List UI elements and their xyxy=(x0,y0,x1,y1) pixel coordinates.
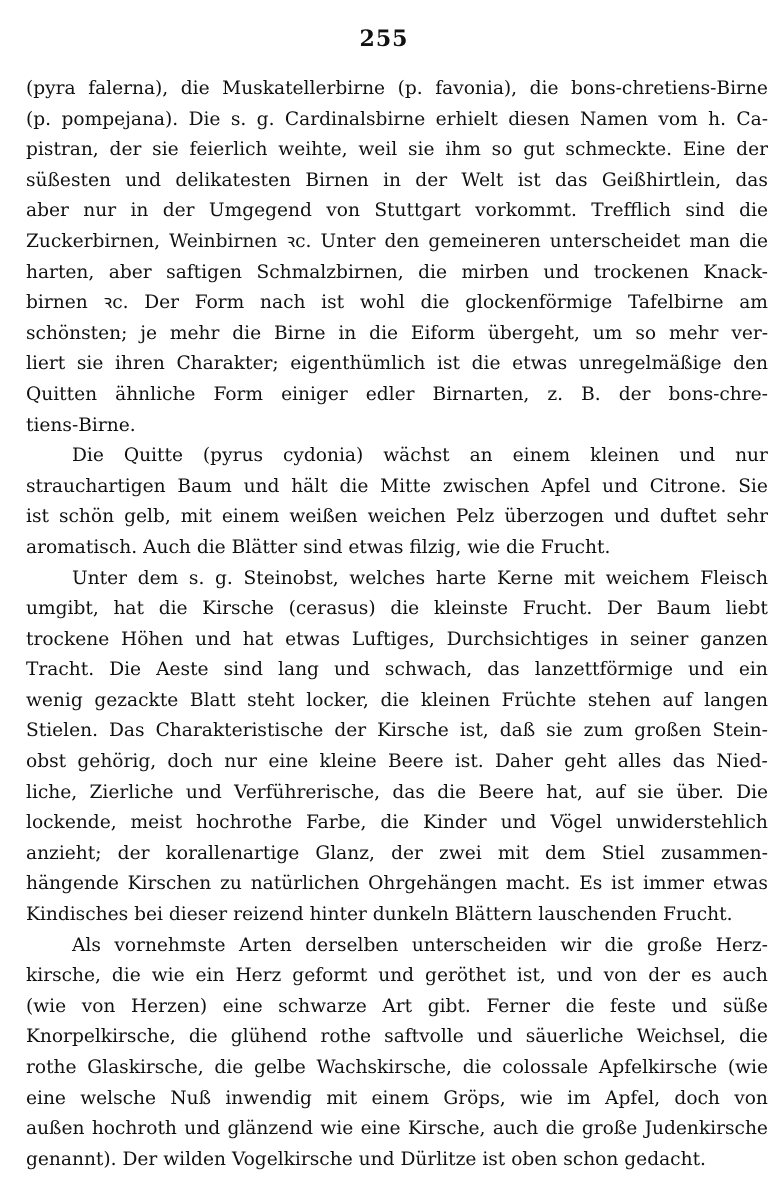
text-line: harten, aber saftigen Schmalzbirnen, die mirben und trockenen Knack- xyxy=(26,261,768,283)
text-line: birnen ꝛc. Der Form nach ist wohl die glockenförmige Tafelbirne am xyxy=(26,292,768,314)
text-line: anzieht; der korallenartige Glanz, der zwei mit dem Stiel zusammen- xyxy=(26,842,768,864)
text-line: genannt). Der wilden Vogelkirsche und Dürlitze ist oben schon gedacht. xyxy=(26,1148,706,1170)
text-line: außen hochroth und glänzend wie eine Kirsche, auch die große Judenkirsche xyxy=(26,1118,768,1140)
text-line: Knorpelkirsche, die glühend rothe saftvolle und säuerliche Weichsel, die xyxy=(26,1026,768,1048)
text-line: liert sie ihren Charakter; eigenthümlich ist die etwas unregelmäßige den xyxy=(26,353,768,375)
text-line: liche, Zierliche und Verführerische, das die Beere hat, auf sie über. Die xyxy=(26,781,768,803)
text-line: Als vornehmste Arten derselben unterscheiden wir die große Herz- xyxy=(72,934,768,956)
text-line: ist schön gelb, mit einem weißen weichen Pelz überzogen und duftet sehr xyxy=(26,506,768,528)
text-line: aromatisch. Auch die Blätter sind etwas filzig, wie die Frucht. xyxy=(26,536,611,558)
text-line: Quitten ähnliche Form einiger edler Birnarten, z. B. der bons-chre- xyxy=(26,383,768,405)
paragraph xyxy=(26,441,768,563)
text-line: wenig gezackte Blatt steht locker, die kleinen Früchte stehen auf langen xyxy=(26,689,768,711)
text-line: Unter dem s. g. Steinobst, welches harte Kerne mit weichem Fleisch xyxy=(72,567,768,589)
text-line: obst gehörig, doch nur eine kleine Beere ist. Daher geht alles das Nied- xyxy=(26,751,768,773)
text-line: süßesten und delikatesten Birnen in der Welt ist das Geißhirtlein, das xyxy=(26,169,768,191)
text-line: (wie von Herzen) eine schwarze Art gibt. Ferner die feste und süße xyxy=(26,995,768,1017)
paragraph xyxy=(26,564,768,931)
page-number: 255 xyxy=(359,26,409,52)
text-line: (p. pompejana). Die s. g. Cardinalsbirne erhielt diesen Namen vom h. Ca- xyxy=(26,108,768,130)
text-line: Tracht. Die Aeste sind lang und schwach, das lanzettförmige und ein xyxy=(26,659,768,681)
text-line: trockene Höhen und hat etwas Luftiges, Durchsichtiges in seiner ganzen xyxy=(26,628,768,650)
body-text xyxy=(26,74,768,1175)
text-line: (pyra falerna), die Muskatellerbirne (p. favonia), die bons-chretiens-Birne xyxy=(26,78,768,99)
text-line: eine welsche Nuß inwendig mit einem Gröps, wie im Apfel, doch von xyxy=(26,1087,768,1109)
text-line: strauchartigen Baum und hält die Mitte zwischen Apfel und Citrone. Sie xyxy=(26,475,768,497)
text-line: lockende, meist hochrothe Farbe, die Kinder und Vögel unwiderstehlich xyxy=(26,812,768,834)
text-line: hängende Kirschen zu natürlichen Ohrgehängen macht. Es ist immer etwas xyxy=(26,873,768,895)
paragraph xyxy=(26,74,768,441)
text-line: Kindisches bei dieser reizend hinter dunkeln Blättern lauschenden Frucht. xyxy=(26,904,733,926)
text-line: umgibt, hat die Kirsche (cerasus) die kleinste Frucht. Der Baum liebt xyxy=(26,598,768,620)
text-line: Stielen. Das Charakteristische der Kirsche ist, daß sie zum großen Stein- xyxy=(26,720,768,742)
text-line: tiens-Birne. xyxy=(26,414,136,436)
paragraph xyxy=(26,931,768,1176)
text-line: kirsche, die wie ein Herz geformt und geröthet ist, und von der es auch xyxy=(26,965,768,987)
text-line: Zuckerbirnen, Weinbirnen ꝛc. Unter den gemeineren unterscheidet man die xyxy=(26,230,768,252)
text-line: pistran, der sie feierlich weihte, weil sie ihm so gut schmeckte. Eine der xyxy=(26,139,768,161)
text-line: rothe Glaskirsche, die gelbe Wachskirsche, die colossale Apfelkirsche (wie xyxy=(26,1057,768,1078)
text-line: aber nur in der Umgegend von Stuttgart vorkommt. Trefflich sind die xyxy=(26,200,768,222)
text-line: Die Quitte (pyrus cydonia) wächst an einem kleinen und nur xyxy=(72,445,768,467)
text-line: schönsten; je mehr die Birne in die Eiform übergeht, um so mehr ver- xyxy=(26,322,768,344)
